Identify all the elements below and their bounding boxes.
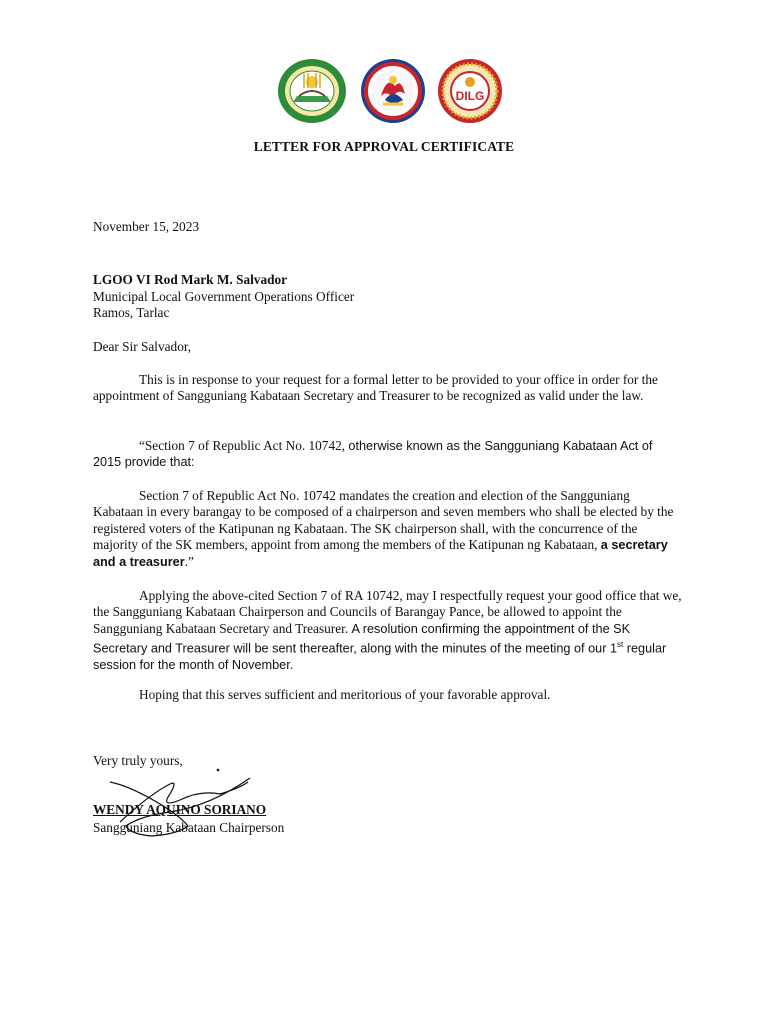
recipient-position: Municipal Local Government Operations Officer (93, 289, 355, 304)
sk-seal-logo (359, 58, 427, 124)
appointment-text-a: Applying the above-cited Section 7 of RA 10742, may I respectfully request your good office that we, the Sangguniang Kabataan Chairperson and Councils of Barangay Pance, be allowed to appoint the Sangguniang Kabataan Secretary and Treasurer. (93, 588, 682, 636)
paragraph-section-intro (93, 438, 683, 471)
recipient-name: LGOO VI Rod Mark M. Salvador (93, 272, 288, 287)
barangay-seal-logo (277, 58, 347, 124)
letter-date: November 15, 2023 (93, 219, 199, 234)
paragraph-closing-request: Hoping that this serves sufficient and meritorious of your favorable approval. (139, 687, 551, 702)
paragraph-section-quote (93, 488, 683, 570)
salutation: Dear Sir Salvador, (93, 339, 192, 354)
section-quote-emphasis: a secretary and a treasurer (93, 538, 668, 569)
letter-title: LETTER FOR APPROVAL CERTIFICATE (253, 139, 515, 154)
signatory-title: Sangguniang Kabataan Chairperson (93, 820, 285, 835)
paragraph-request-appointment (93, 588, 683, 673)
appointment-superscript: st (617, 640, 624, 650)
section-intro-text-b: otherwise known as the Sangguniang Kabataan Act of 2015 provide that: (93, 439, 653, 470)
appointment-text-c: regular session for the month of November. (93, 641, 667, 673)
recipient-address: Ramos, Tarlac (93, 305, 170, 320)
closing: Very truly yours, (93, 753, 183, 768)
signatory-name: WENDY AQUINO SORIANO (93, 802, 267, 817)
section-intro-text-a: “Section 7 of Republic Act No. 10742, (139, 438, 349, 453)
dilg-seal-logo (437, 58, 503, 124)
section-quote-text-c: .” (184, 553, 194, 569)
appointment-text-b: A resolution confirming the appointment of the SK Secretary and Treasurer will be sent thereafter, along with the minutes of the meeting of our 1 (93, 621, 631, 656)
section-quote-text-a: Section 7 of Republic Act No. 10742 mandates the creation and election of the Sangguniang Kabataan in every barangay to be composed of a chairperson and seven members who shall be elected by the registered voters of the Katipunan ng Kabataan. The SK chairperson shall, with the concurrence of the majority of the SK members, appoint from among the members of the Katipunan ng Kabataan, (93, 488, 674, 553)
paragraph-request: This is in response to your request for a formal letter to be provided to your office in order for the appointment of Sangguniang Kabataan Secretary and Treasurer to be recognized as valid under the law. (93, 372, 658, 404)
header-logos (0, 58, 768, 124)
dilg-logo-text: DILG (455, 89, 485, 103)
